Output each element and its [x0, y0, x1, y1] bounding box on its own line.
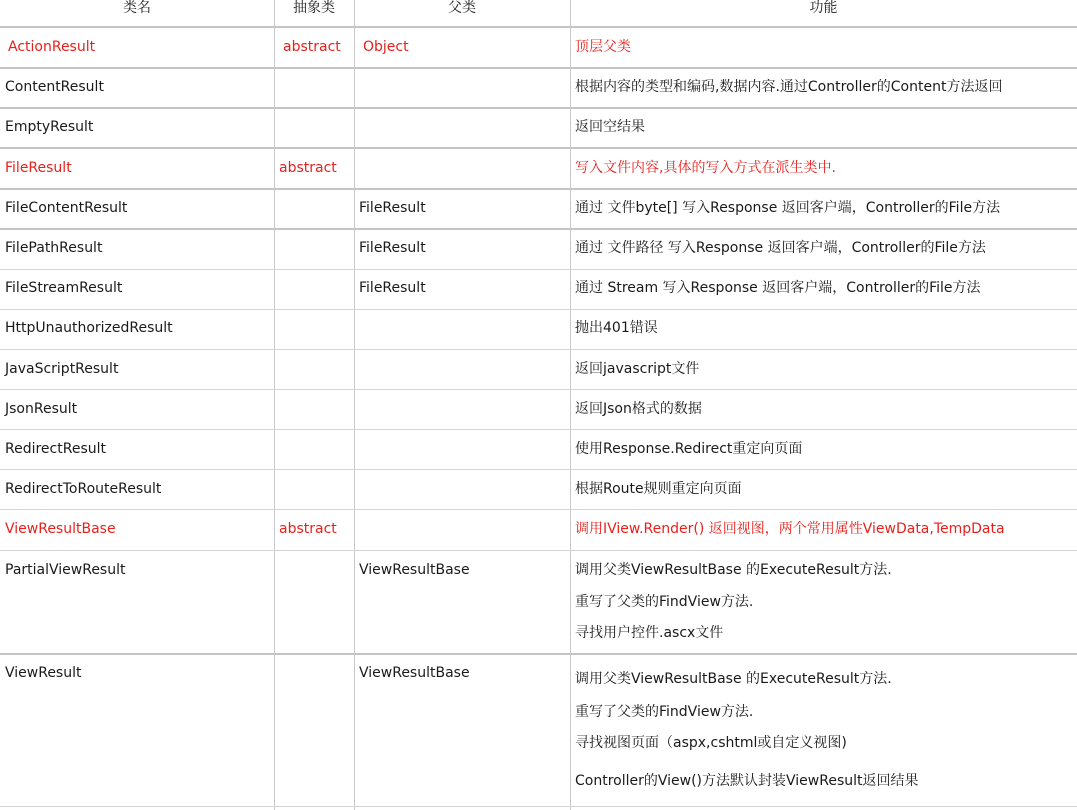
function-text: 通过 Stream 写入Response 返回客户端，Controller的File方法	[575, 280, 981, 296]
function-text: 调用父类ViewResultBase 的ExecuteResult方法.	[575, 671, 892, 687]
row-divider	[0, 269, 1077, 270]
abstract-flag: abstract	[279, 521, 337, 537]
parent-class: ViewResultBase	[359, 562, 470, 578]
column-divider	[354, 0, 355, 810]
function-text: 通过 文件byte[] 写入Response 返回客户端，Controller的File方法	[575, 200, 1001, 216]
class-name: JsonResult	[5, 401, 78, 417]
class-name: ContentResult	[5, 79, 104, 95]
class-name: PartialViewResult	[5, 562, 126, 578]
parent-class: Object	[363, 39, 409, 55]
header-parent: 父类	[448, 0, 476, 16]
class-name: EmptyResult	[5, 119, 94, 135]
function-text: 写入文件内容,具体的写入方式在派生类中.	[575, 160, 836, 176]
class-name: FileResult	[5, 160, 72, 176]
row-divider	[0, 67, 1077, 69]
row-divider	[0, 806, 1077, 807]
abstract-flag: abstract	[279, 160, 337, 176]
class-name: ViewResultBase	[5, 521, 116, 537]
class-name: ViewResult	[5, 665, 82, 681]
row-divider	[0, 349, 1077, 350]
row-divider	[0, 469, 1077, 470]
row-divider	[0, 653, 1077, 655]
function-text: 重写了父类的FindView方法.	[575, 594, 754, 610]
row-divider	[0, 550, 1077, 551]
row-divider	[0, 147, 1077, 149]
parent-class: FileResult	[359, 280, 426, 296]
row-divider	[0, 26, 1077, 28]
function-text: 根据内容的类型和编码,数据内容.通过Controller的Content方法返回	[575, 79, 1003, 95]
column-divider	[570, 0, 571, 810]
function-text: 调用父类ViewResultBase 的ExecuteResult方法.	[575, 562, 892, 578]
abstract-flag: abstract	[283, 39, 341, 55]
parent-class: ViewResultBase	[359, 665, 470, 681]
function-text: 返回Json格式的数据	[575, 401, 702, 417]
row-divider	[0, 107, 1077, 109]
row-divider	[0, 509, 1077, 510]
function-text: Controller的View()方法默认封装ViewResult返回结果	[575, 773, 919, 789]
function-text: 返回javascript文件	[575, 361, 700, 377]
class-name: HttpUnauthorizedResult	[5, 320, 173, 336]
class-name: RedirectToRouteResult	[5, 481, 162, 497]
header-function: 功能	[809, 0, 838, 16]
function-text: 抛出401错误	[575, 320, 658, 336]
function-text: 顶层父类	[575, 39, 631, 55]
class-name: RedirectResult	[5, 441, 106, 457]
function-text: 根据Route规则重定向页面	[575, 481, 742, 497]
class-name: ActionResult	[8, 39, 96, 55]
class-name: FileStreamResult	[5, 280, 123, 296]
header-abstract: 抽象类	[293, 0, 335, 16]
row-divider	[0, 228, 1077, 230]
column-divider	[274, 0, 275, 810]
parent-class: FileResult	[359, 200, 426, 216]
function-text: 寻找用户控件.ascx文件	[575, 625, 724, 641]
row-divider	[0, 429, 1077, 430]
function-text: 通过 文件路径 写入Response 返回客户端，Controller的File方法	[575, 240, 986, 256]
row-divider	[0, 309, 1077, 310]
function-text: 寻找视图页面（aspx,cshtml或自定义视图)	[575, 735, 847, 751]
parent-class: FileResult	[359, 240, 426, 256]
row-divider	[0, 188, 1077, 190]
function-text: 返回空结果	[575, 119, 645, 135]
class-name: FilePathResult	[5, 240, 103, 256]
class-name: FileContentResult	[5, 200, 128, 216]
function-text: 使用Response.Redirect重定向页面	[575, 441, 803, 457]
function-text: 调用IView.Render() 返回视图，两个常用属性ViewData,TempData	[575, 521, 1005, 537]
function-text: 重写了父类的FindView方法.	[575, 704, 754, 720]
class-name: JavaScriptResult	[5, 361, 119, 377]
row-divider	[0, 389, 1077, 390]
header-class-name: 类名	[123, 0, 151, 16]
